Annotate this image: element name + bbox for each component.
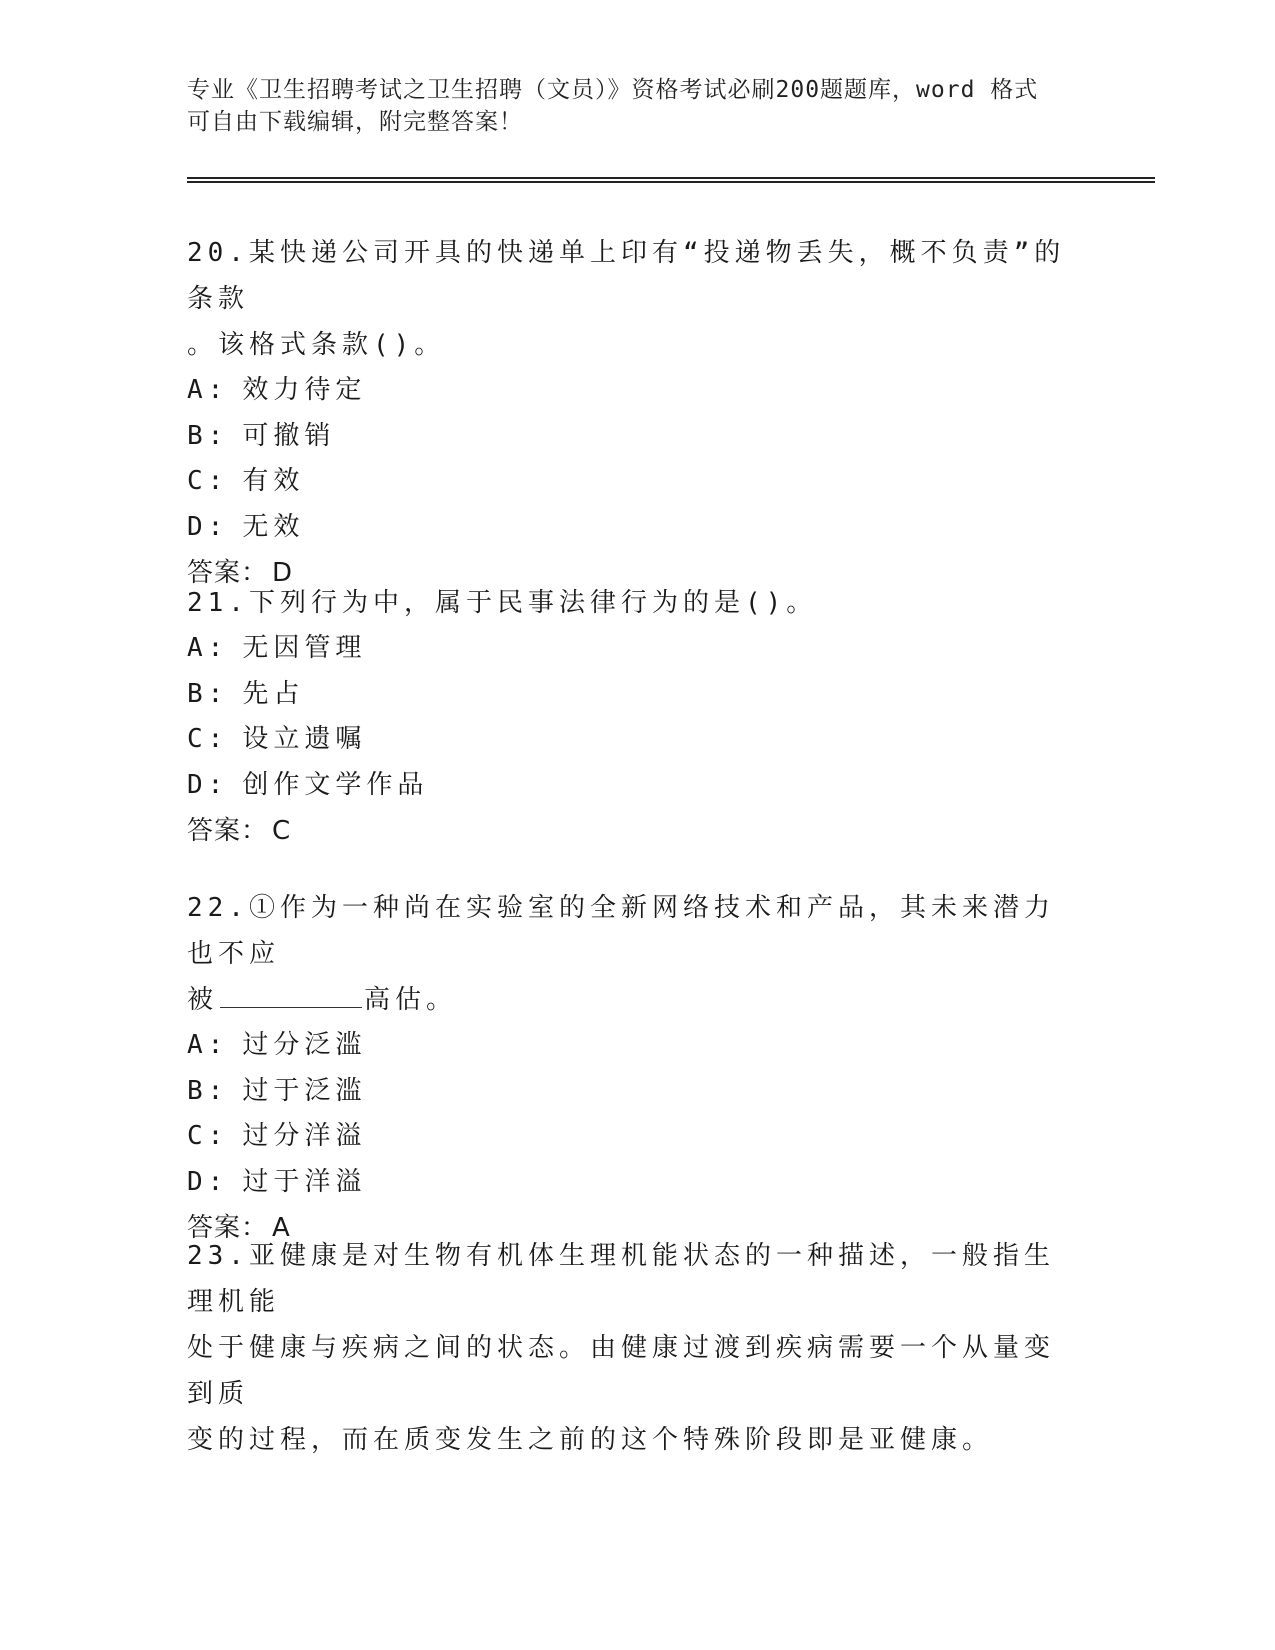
question-stem-line: 21.下列行为中，属于民事法律行为的是()。 [187, 588, 818, 618]
answer-value: D [272, 558, 294, 588]
question-stem-line: 22.①作为一种尚在实验室的全新网络技术和产品，其未来潜力也不应 [187, 893, 1055, 969]
answer-value: C [272, 816, 292, 846]
option-key: C: [187, 724, 229, 754]
question-stem [187, 580, 1077, 626]
header-double-rule [187, 177, 1155, 183]
option-a [187, 1023, 1077, 1069]
option-text: 设立遗嘱 [242, 724, 367, 754]
option-key: D: [187, 769, 229, 800]
question-stem [187, 1233, 1077, 1463]
option-b [187, 414, 1077, 460]
option-text: 过分泛滥 [242, 1030, 367, 1060]
option-key: A: [187, 375, 229, 405]
option-c [187, 717, 1077, 763]
question-stem-line: 。该格式条款()。 [187, 330, 446, 360]
question-stem-line: 变的过程，而在质变发生之前的这个特殊阶段即是亚健康。 [187, 1425, 994, 1455]
question-stem [187, 885, 1077, 1023]
option-text: 无效 [242, 511, 305, 542]
fill-in-blank [220, 983, 362, 1008]
option-text: 过于泛滥 [242, 1075, 367, 1106]
option-d [187, 763, 1077, 809]
option-c [187, 1114, 1077, 1160]
document-header [187, 74, 1067, 138]
option-a [187, 626, 1077, 672]
question-stem-line [187, 977, 1077, 1023]
rule-line-top [187, 177, 1155, 179]
question-stem [187, 230, 1077, 368]
question-20 [187, 230, 1077, 596]
option-d [187, 1160, 1077, 1206]
option-key: B: [187, 678, 229, 709]
option-key: C: [187, 1121, 229, 1151]
answer-label: 答案： [187, 1213, 269, 1243]
header-title-line-1: 专业《卫生招聘考试之卫生招聘（文员）》资格考试必刷200题题库，word 格式 [187, 77, 1039, 103]
option-key: A: [187, 1030, 229, 1060]
option-b [187, 1069, 1077, 1115]
option-key: D: [187, 511, 229, 542]
option-text: 先占 [242, 678, 305, 709]
option-text: 效力待定 [242, 375, 367, 405]
option-text: 有效 [242, 466, 305, 496]
option-b [187, 672, 1077, 718]
question-23 [187, 1233, 1077, 1463]
question-stem-line: 23.亚健康是对生物有机体生理机能状态的一种描述，一般指生理机能 [187, 1241, 1055, 1317]
option-key: B: [187, 1075, 229, 1106]
answer-label: 答案： [187, 816, 269, 846]
option-a [187, 368, 1077, 414]
option-text: 创作文学作品 [242, 769, 429, 800]
option-key: D: [187, 1166, 229, 1197]
option-text: 过于洋溢 [242, 1166, 367, 1197]
option-c [187, 459, 1077, 505]
option-text: 过分洋溢 [242, 1121, 367, 1151]
option-text: 无因管理 [242, 633, 367, 663]
header-title-line-2: 可自由下载编辑，附完整答案！ [187, 109, 523, 135]
question-21 [187, 580, 1077, 854]
answer-line [187, 808, 1077, 854]
rule-line-bottom [187, 181, 1155, 183]
question-stem-line: 20.某快递公司开具的快递单上印有“投递物丢失，概不负责”的条款 [187, 238, 1066, 314]
answer-label: 答案： [187, 558, 269, 588]
option-d [187, 505, 1077, 551]
answer-value: A [272, 1213, 291, 1243]
question-stem-line: 处于健康与疾病之间的状态。由健康过渡到疾病需要一个从量变到质 [187, 1333, 1056, 1409]
stem-text-after-blank: 高估。 [364, 985, 458, 1015]
option-key: B: [187, 420, 229, 451]
stem-text-before-blank: 被 [187, 985, 219, 1015]
option-text: 可撤销 [242, 420, 336, 451]
option-key: C: [187, 466, 229, 496]
question-22 [187, 885, 1077, 1251]
option-key: A: [187, 633, 229, 663]
